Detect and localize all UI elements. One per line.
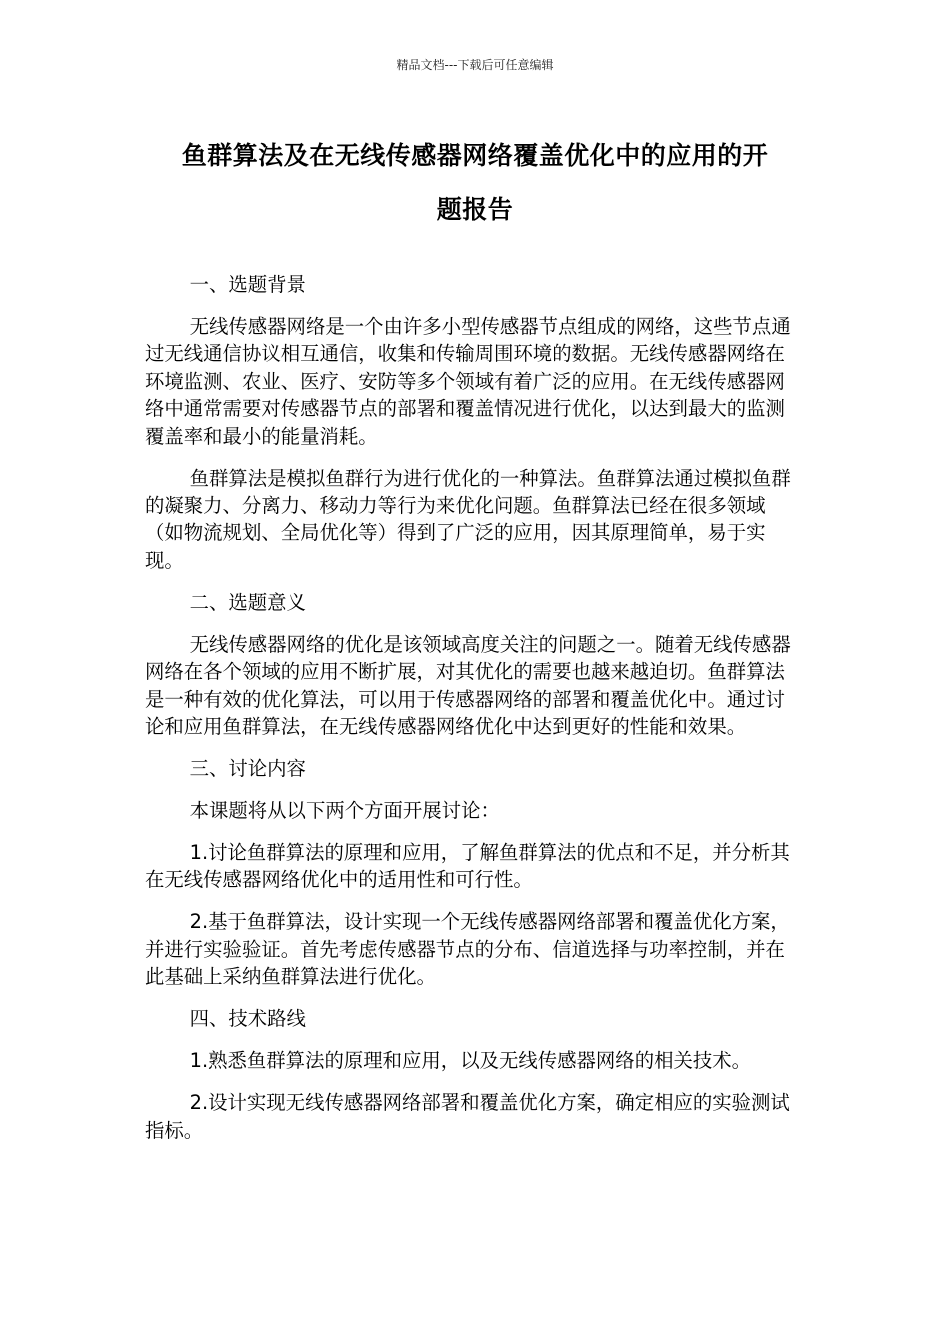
section-2-paragraph-1: 无线传感器网络的优化是该领域高度关注的问题之一。随着无线传感器网络在各个领域的应用不断扩展，对其优化的需要也越来越迫切。鱼群算法是一种有效的优化算法，可以用于传感器网络的部署和覆盖优化中。通过讨论和应用鱼群算法，在无线传感器网络优化中达到更好的性能和效果。 <box>145 632 791 739</box>
page-header-watermark: 精品文档---下载后可任意编辑 <box>396 58 554 72</box>
section-4-item-2: 2.设计实现无线传感器网络部署和覆盖优化方案，确定相应的实验测试指标。 <box>145 1091 790 1142</box>
section-3-heading: 三、讨论内容 <box>189 757 306 781</box>
document-body <box>145 271 797 1159</box>
document-title-line-2: 题报告 <box>436 195 514 224</box>
document-title-line-1: 鱼群算法及在无线传感器网络覆盖优化中的应用的开 <box>181 141 769 170</box>
section-3-intro: 本课题将从以下两个方面开展讨论： <box>189 799 500 823</box>
section-4-item-1: 1.熟悉鱼群算法的原理和应用，以及无线传感器网络的相关技术。 <box>189 1049 752 1073</box>
section-2-heading: 二、选题意义 <box>189 590 306 614</box>
section-3-item-2: 2.基于鱼群算法，设计实现一个无线传感器网络部署和覆盖优化方案，并进行实验验证。首先考虑传感器节点的分布、信道选择与功率控制，并在此基础上采纳鱼群算法进行优化。 <box>145 910 790 989</box>
section-1-heading: 一、选题背景 <box>189 273 306 296</box>
section-3-item-1: 1.讨论鱼群算法的原理和应用，了解鱼群算法的优点和不足，并分析其在无线传感器网络优化中的适用性和可行性。 <box>145 841 790 892</box>
section-4-heading: 四、技术路线 <box>189 1007 306 1031</box>
section-1-paragraph-2: 鱼群算法是模拟鱼群行为进行优化的一种算法。鱼群算法通过模拟鱼群的凝聚力、分离力、移动力等行为来优化问题。鱼群算法已经在很多领域（如物流规划、全局优化等）得到了广泛的应用，因其原理简单，易于实现。 <box>145 466 791 572</box>
section-1-paragraph-1: 无线传感器网络是一个由许多小型传感器节点组成的网络，这些节点通过无线通信协议相互通信，收集和传输周围环境的数据。无线传感器网络在环境监测、农业、医疗、安防等多个领域有着广泛的应用。在无线传感器网络中通常需要对传感器节点的部署和覆盖情况进行优化，以达到最大的监测覆盖率和最小的能量消耗。 <box>145 315 791 448</box>
